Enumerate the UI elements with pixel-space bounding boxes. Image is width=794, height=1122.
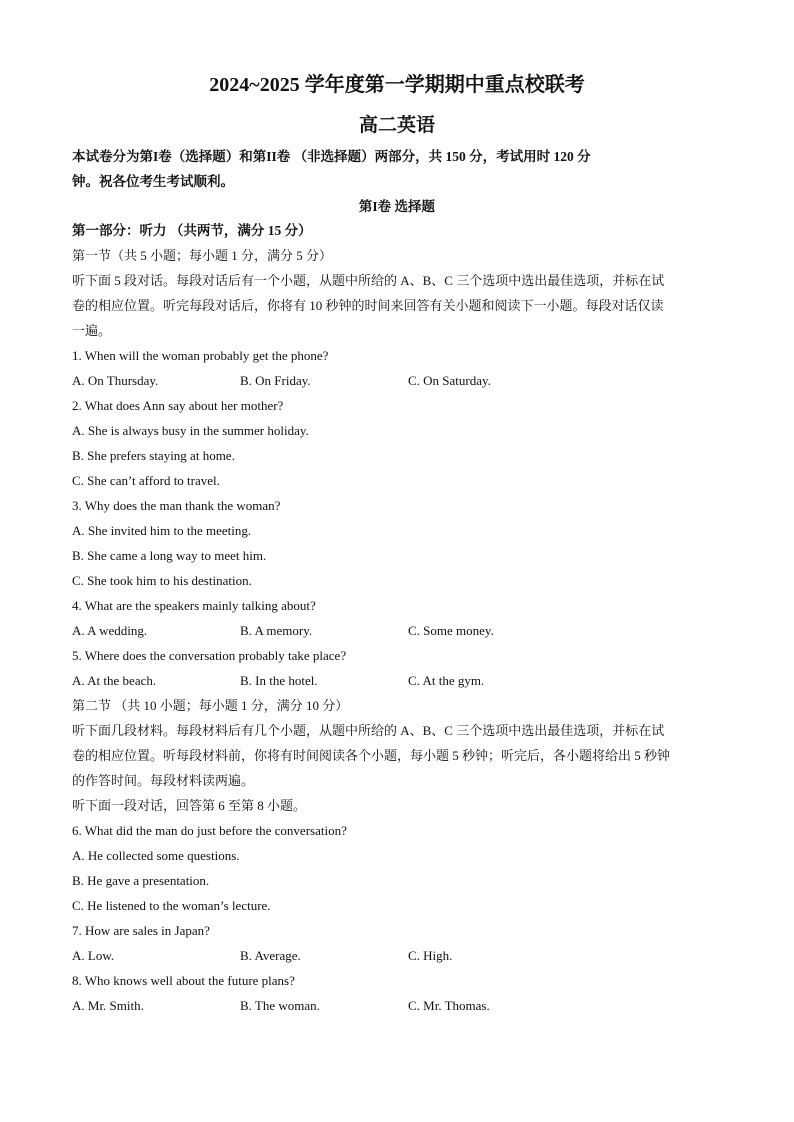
question-5-option-b: B. In the hotel. xyxy=(240,673,318,688)
question-4-stem: 4. What are the speakers mainly talking about? xyxy=(72,598,316,613)
question-3-option-c: C. She took him to his destination. xyxy=(72,573,252,588)
section2-instruction-3: 的作答时间。每段材料读两遍。 xyxy=(72,773,255,788)
question-8-option-b: B. The woman. xyxy=(240,998,320,1013)
intro-line-1: 本试卷分为第I卷（选择题）和第II卷 （非选择题）两部分，共 150 分，考试用时 120 分 xyxy=(72,149,591,164)
question-1-option-b: B. On Friday. xyxy=(240,373,311,388)
question-6-option-b: B. He gave a presentation. xyxy=(72,873,210,888)
question-6-stem: 6. What did the man do just before the conversation? xyxy=(72,823,347,838)
question-2-option-a: A. She is always busy in the summer holiday. xyxy=(72,423,309,438)
question-1-option-a: A. On Thursday. xyxy=(72,373,159,388)
section1-instruction-2: 卷的相应位置。听完每段对话后，你将有 10 秒钟的时间来回答有关小题和阅读下一小题。每段对话仅读 xyxy=(72,298,664,313)
question-2-stem: 2. What does Ann say about her mother? xyxy=(72,398,284,413)
question-3-option-b: B. She came a long way to meet him. xyxy=(72,548,267,563)
question-1-stem: 1. When will the woman probably get the phone? xyxy=(72,348,329,363)
section1-instruction-1: 听下面 5 段对话。每段对话后有一个小题，从题中所给的 A、B、C 三个选项中选出最佳选项，并标在试 xyxy=(72,273,665,288)
question-7-option-b: B. Average. xyxy=(240,948,301,963)
question-4-option-c: C. Some money. xyxy=(408,623,494,638)
question-8-stem: 8. Who knows well about the future plans? xyxy=(72,973,295,988)
section2-instruction-2: 卷的相应位置。听每段材料前，你将有时间阅读各个小题，每小题 5 秒钟；听完后，各小题将给出 5 秒钟 xyxy=(72,748,671,763)
question-5-option-a: A. At the beach. xyxy=(72,673,157,688)
question-3-stem: 3. Why does the man thank the woman? xyxy=(72,498,281,513)
question-7-option-a: A. Low. xyxy=(72,948,115,963)
intro-line-2: 钟。祝各位考生考试顺利。 xyxy=(72,174,234,189)
exam-subject: 高二英语 xyxy=(358,115,435,136)
volume1-heading: 第I卷 选择题 xyxy=(358,199,436,214)
question-7-stem: 7. How are sales in Japan? xyxy=(72,923,210,938)
question-7-option-c: C. High. xyxy=(408,948,453,963)
question-4-option-a: A. A wedding. xyxy=(72,623,148,638)
question-8-option-a: A. Mr. Smith. xyxy=(72,998,144,1013)
dialogue-note: 听下面一段对话，回答第 6 至第 8 小题。 xyxy=(72,798,307,813)
question-5-option-c: C. At the gym. xyxy=(408,673,485,688)
question-2-option-b: B. She prefers staying at home. xyxy=(72,448,235,463)
section1-instruction-3: 一遍。 xyxy=(72,323,112,338)
question-8-option-c: C. Mr. Thomas. xyxy=(408,998,490,1013)
question-2-option-c: C. She can’t afford to travel. xyxy=(72,473,220,488)
question-6-option-a: A. He collected some questions. xyxy=(72,848,240,863)
question-6-option-c: C. He listened to the woman’s lecture. xyxy=(72,898,271,913)
question-3-option-a: A. She invited him to the meeting. xyxy=(72,523,252,538)
question-1-option-c: C. On Saturday. xyxy=(408,373,491,388)
section1-heading: 第一节（共 5 小题；每小题 1 分，满分 5 分） xyxy=(72,248,333,263)
part1-heading: 第一部分：听力 （共两节，满分 15 分） xyxy=(72,223,312,238)
section2-instruction-1: 听下面几段材料。每段材料后有几个小题，从题中所给的 A、B、C 三个选项中选出最佳选项，并标在试 xyxy=(72,723,665,738)
section2-heading: 第二节 （共 10 小题；每小题 1 分，满分 10 分） xyxy=(72,698,349,713)
exam-title: 2024~2025 学年度第一学期期中重点校联考 xyxy=(209,74,585,96)
question-5-stem: 5. Where does the conversation probably take place? xyxy=(72,648,347,663)
question-4-option-b: B. A memory. xyxy=(240,623,313,638)
